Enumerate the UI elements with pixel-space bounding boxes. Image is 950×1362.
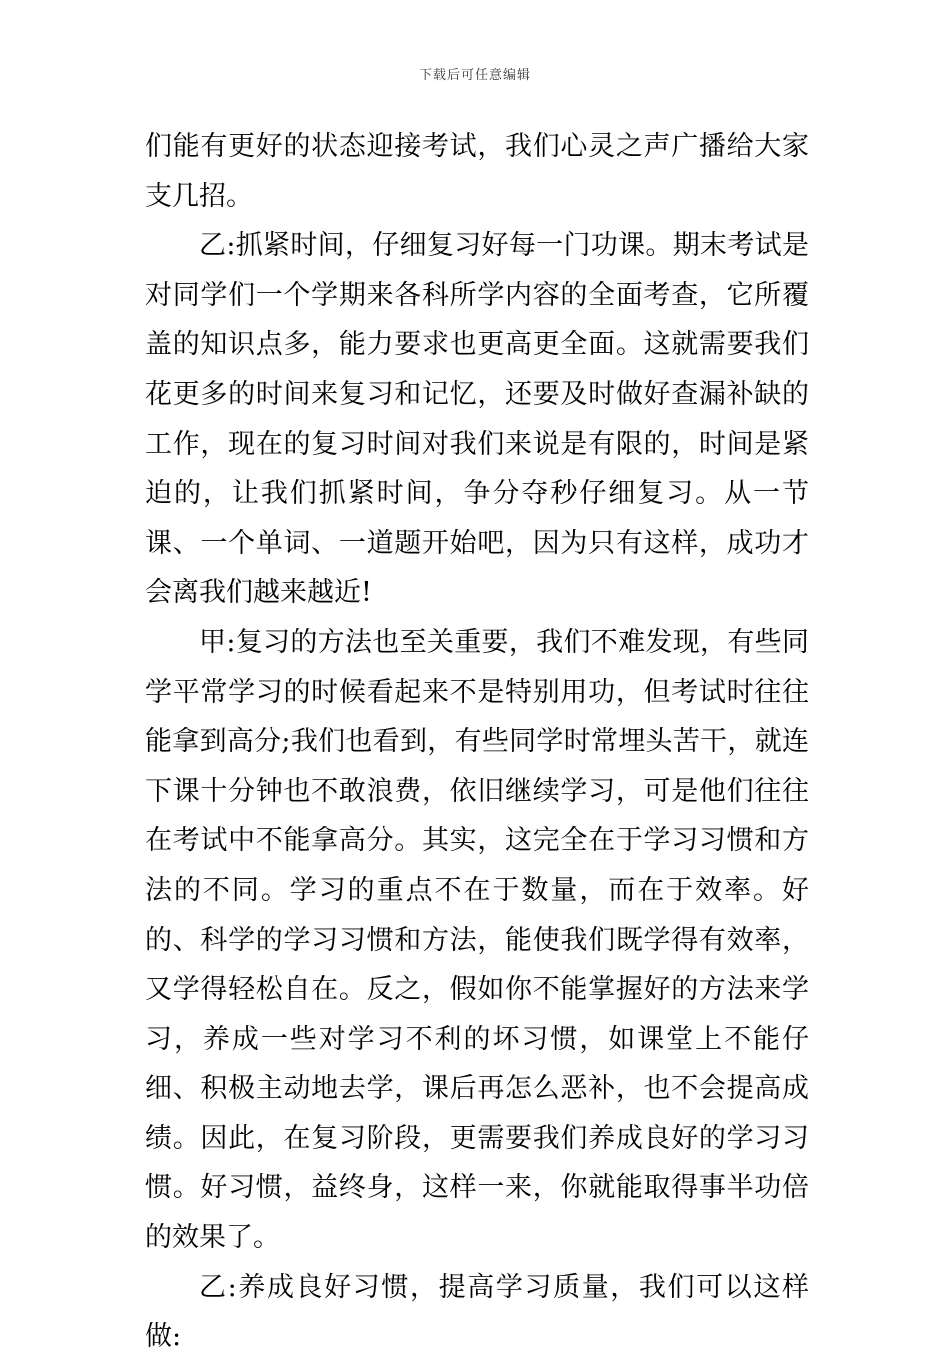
paragraph-yi-time: 乙:抓紧时间，仔细复习好每一门功课。期末考试是对同学们一个学期来各科所学内容的全面考查，它所覆盖的知识点多，能力要求也更高更全面。这就需要我们花更多的时间来复习和记忆，还要及时做好查漏补缺的工作，现在的复习时间对我们来说是有限的，时间是紧迫的，让我们抓紧时间，争分夺秒仔细复习。从一节课、一个单词、一道题开始吧，因为只有这样，成功才会离我们越来越近! <box>145 230 809 609</box>
document-body <box>145 122 809 1362</box>
paragraph-yi-habits: 乙:养成良好习惯，提高学习质量，我们可以这样做: <box>145 1271 809 1353</box>
page-header: 下载后可任意编辑 <box>418 68 531 83</box>
paragraph-jia-method: 甲:复习的方法也至关重要，我们不难发现，有些同学平常学习的时候看起来不是特别用功，但考试时往往能拿到高分;我们也看到，有些同学时常埋头苦干，就连下课十分钟也不敢浪费，依旧继续学习，可是他们往往在考试中不能拿高分。其实，这完全在于学习习惯和方法的不同。学习的重点不在于数量，而在于效率。好的、科学的学习习惯和方法，能使我们既学得有效率，又学得轻松自在。反之，假如你不能掌握好的方法来学习，养成一些对学习不利的坏习惯，如课堂上不能仔细、积极主动地去学，课后再怎么恶补，也不会提高成绩。因此，在复习阶段，更需要我们养成良好的学习习惯。好习惯，益终身，这样一来，你就能取得事半功倍的效果了。 <box>145 626 809 1254</box>
paragraph-continuation: 们能有更好的状态迎接考试，我们心灵之声广播给大家支几招。 <box>145 131 809 212</box>
